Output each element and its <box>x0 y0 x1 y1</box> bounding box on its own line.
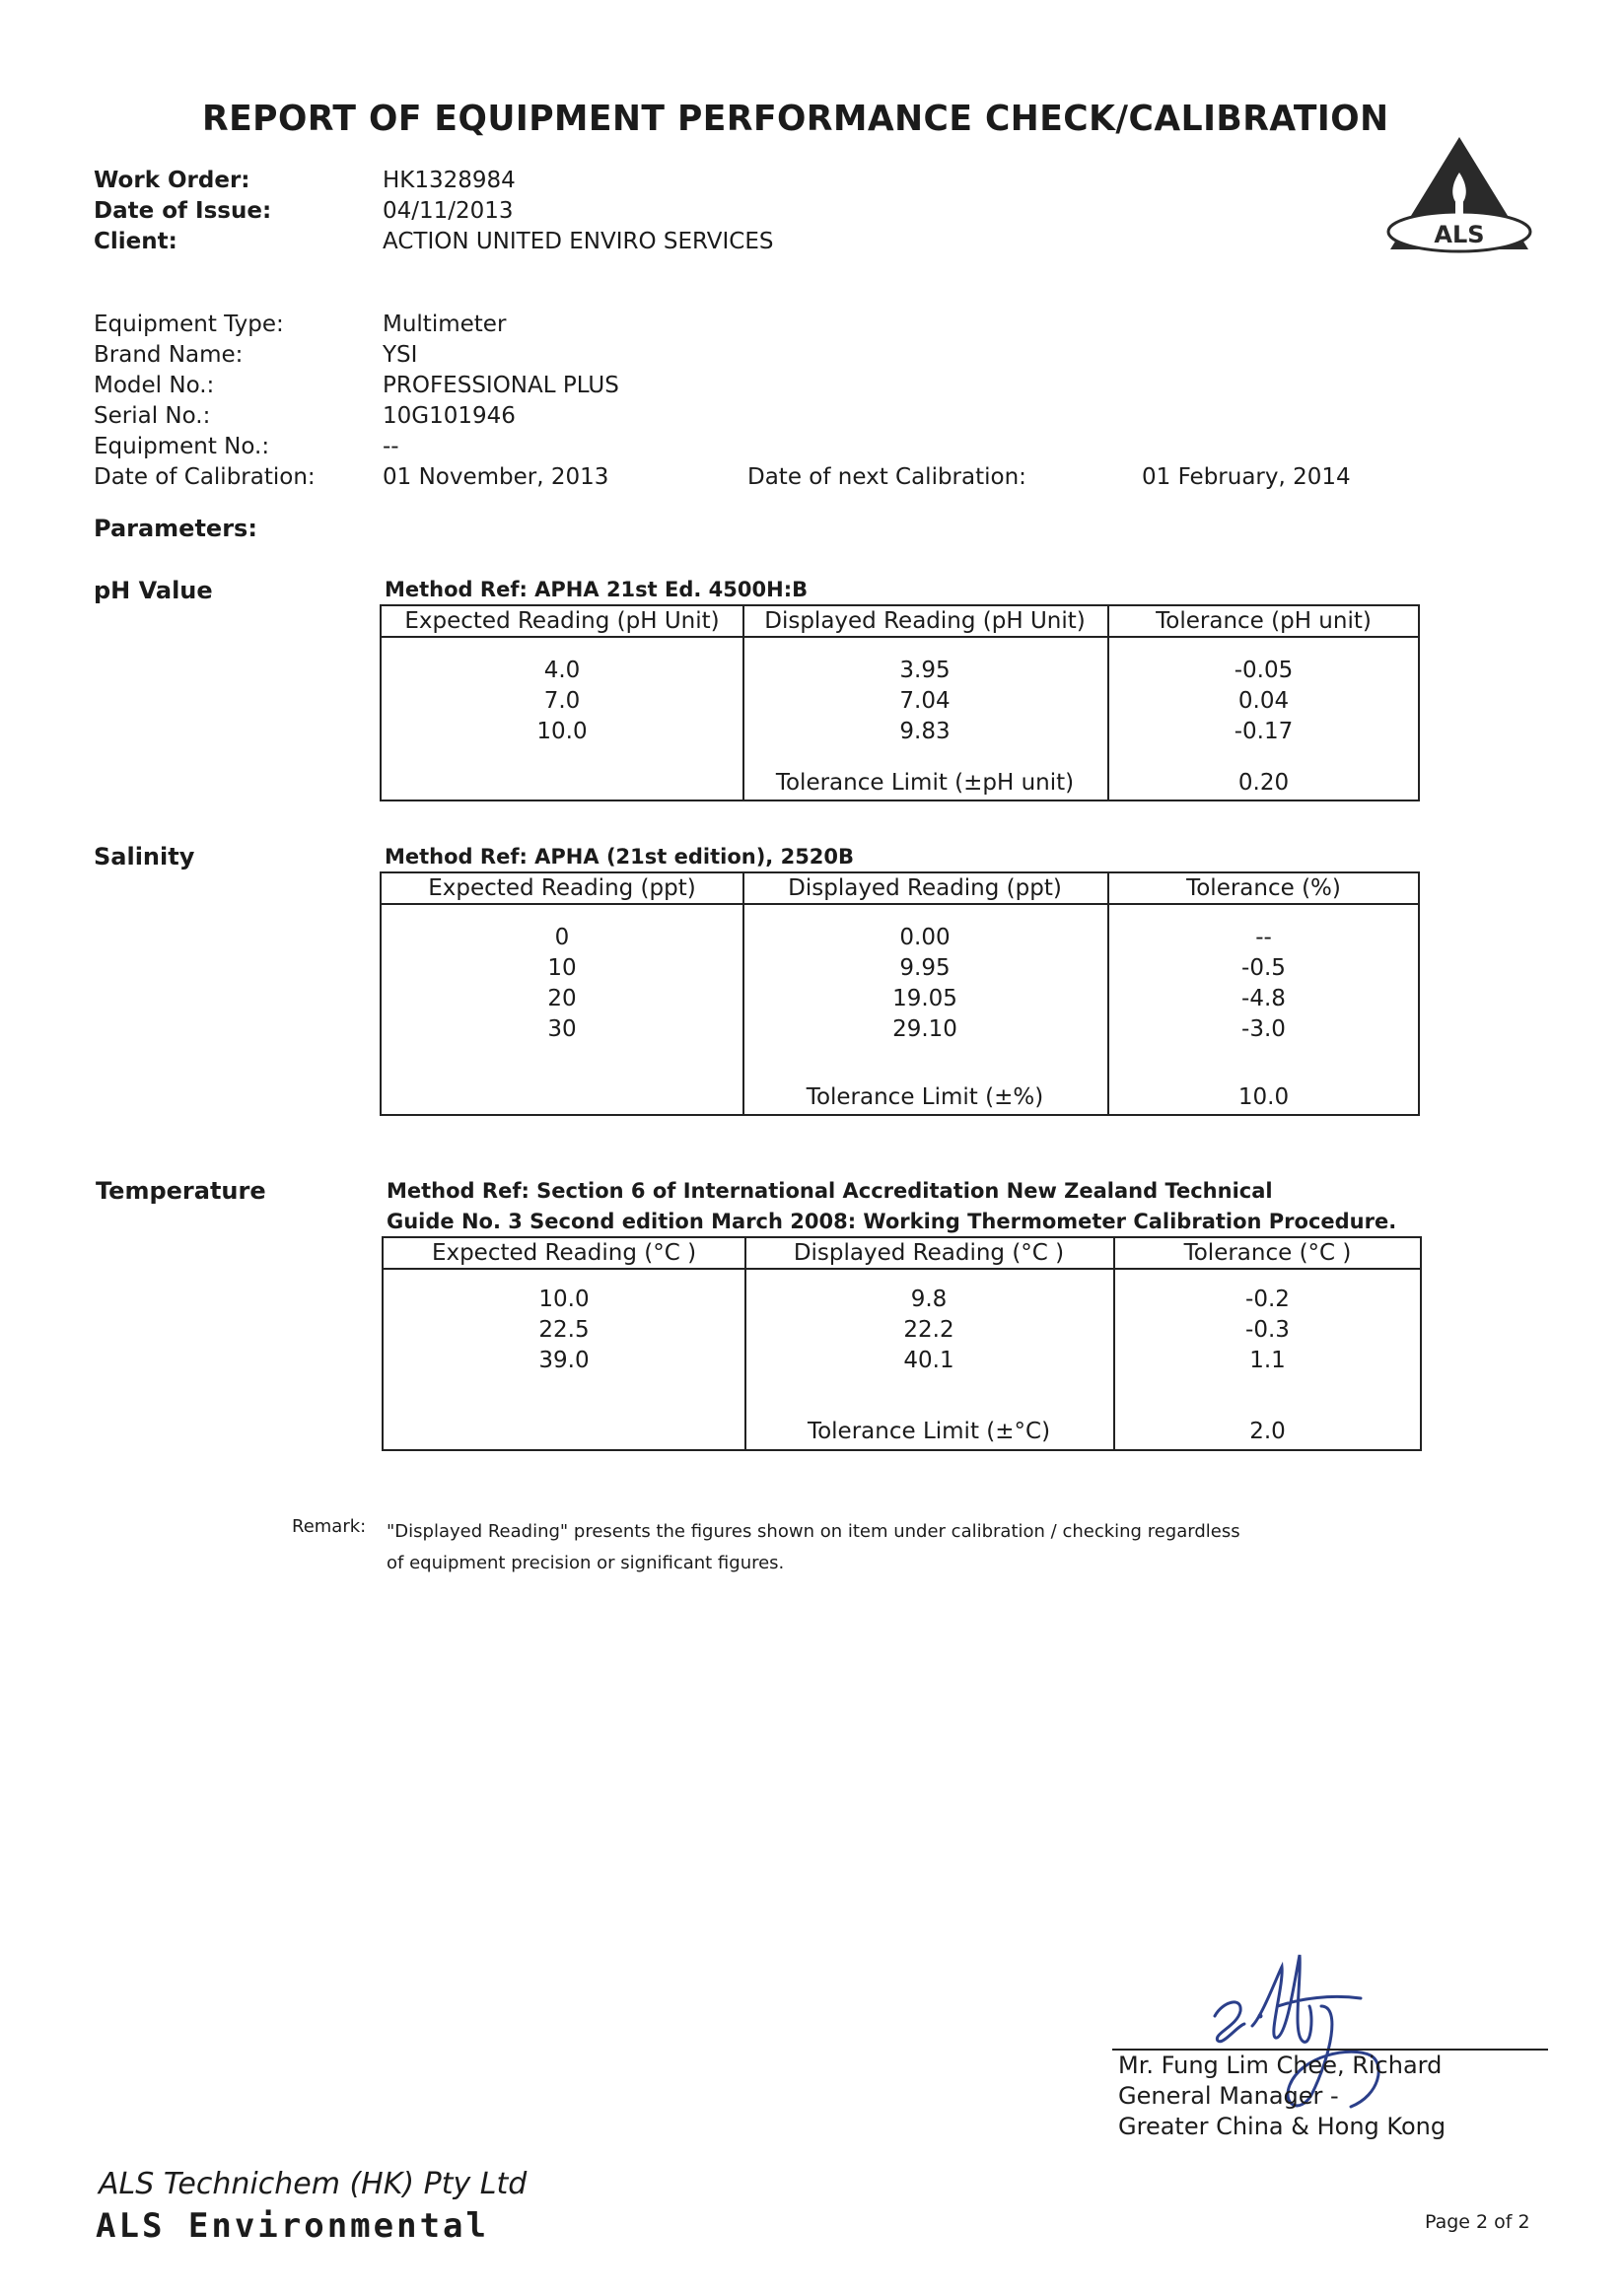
temperature-header-displayed: Displayed Reading (°C ) <box>793 1240 1065 1266</box>
remark-line1: "Displayed Reading" presents the figures shown on item under calibration / checking regardless <box>387 1521 1240 1542</box>
date-of-calibration-value: 01 November, 2013 <box>383 464 609 490</box>
salinity-expected-column <box>382 923 742 1045</box>
date-of-issue-value: 04/11/2013 <box>383 198 514 224</box>
salinity-section-title: Salinity <box>94 843 195 870</box>
client-label: Client: <box>94 229 177 254</box>
work-order-value: HK1328984 <box>383 168 516 193</box>
temperature-displayed-column <box>744 1285 1113 1376</box>
serial-no-value: 10G101946 <box>383 403 516 429</box>
salinity-displayed-1: 0.00 <box>899 925 951 950</box>
temperature-displayed-1: 9.8 <box>910 1287 948 1312</box>
ph-expected-column <box>382 656 742 747</box>
footer-company: ALS Technichem (HK) Pty Ltd <box>99 2167 528 2201</box>
salinity-tolerance-1: -- <box>1255 925 1272 950</box>
temperature-expected-1: 10.0 <box>538 1287 590 1312</box>
serial-no-label: Serial No.: <box>94 403 211 429</box>
temperature-tolerance-2: -0.3 <box>1245 1317 1290 1343</box>
salinity-limit-label: Tolerance Limit (±%) <box>806 1084 1044 1110</box>
salinity-tolerance-2: -0.5 <box>1241 955 1286 981</box>
ph-header-displayed: Displayed Reading (pH Unit) <box>764 608 1086 634</box>
ph-expected-2: 7.0 <box>543 688 581 714</box>
temperature-limit-label: Tolerance Limit (±°C) <box>807 1419 1051 1444</box>
signatory-region: Greater China & Hong Kong <box>1118 2113 1447 2140</box>
temperature-expected-column <box>384 1285 744 1376</box>
ph-table <box>380 604 1420 801</box>
ph-header-expected: Expected Reading (pH Unit) <box>404 608 720 634</box>
salinity-header-tolerance: Tolerance (%) <box>1186 875 1341 901</box>
temperature-tolerance-1: -0.2 <box>1245 1287 1290 1312</box>
salinity-header-displayed: Displayed Reading (ppt) <box>788 875 1062 901</box>
salinity-displayed-3: 19.05 <box>892 986 957 1011</box>
temperature-header-expected: Expected Reading (°C ) <box>431 1240 697 1266</box>
ph-tolerance-column <box>1107 656 1420 747</box>
salinity-header-expected: Expected Reading (ppt) <box>428 875 696 901</box>
temperature-expected-2: 22.5 <box>538 1317 590 1343</box>
ph-tolerance-2: 0.04 <box>1237 688 1290 714</box>
temperature-method-line2: Guide No. 3 Second edition March 2008: Working Thermometer Calibration Procedure. <box>387 1210 1397 1233</box>
temperature-displayed-3: 40.1 <box>903 1348 954 1373</box>
page-number: Page 2 of 2 <box>1425 2211 1530 2233</box>
remark-text <box>387 1516 1240 1579</box>
salinity-method-ref: Method Ref: APHA (21st edition), 2520B <box>385 845 855 869</box>
salinity-expected-1: 0 <box>554 925 570 950</box>
ph-displayed-2: 7.04 <box>899 688 951 714</box>
model-no-label: Model No.: <box>94 373 215 398</box>
temperature-tolerance-3: 1.1 <box>1249 1348 1286 1373</box>
ph-section-title: pH Value <box>94 577 213 604</box>
equipment-type-value: Multimeter <box>383 312 507 337</box>
signatory-title: General Manager - <box>1118 2082 1339 2110</box>
ph-limit-value: 0.20 <box>1237 770 1290 796</box>
footer-brand: ALS Environmental <box>96 2206 489 2246</box>
ph-header-tolerance: Tolerance (pH unit) <box>1156 608 1372 634</box>
brand-name-label: Brand Name: <box>94 342 244 368</box>
salinity-table <box>380 871 1420 1116</box>
temperature-method-line1: Method Ref: Section 6 of International Accreditation New Zealand Technical <box>387 1179 1273 1203</box>
temperature-tolerance-column <box>1113 1285 1422 1376</box>
date-of-issue-label: Date of Issue: <box>94 198 272 224</box>
brand-name-value: YSI <box>383 342 418 368</box>
ph-expected-1: 4.0 <box>543 658 581 683</box>
remark-line2: of equipment precision or significant figures. <box>387 1553 785 1573</box>
signatory-name: Mr. Fung Lim Chee, Richard <box>1118 2052 1443 2079</box>
next-calibration-value: 01 February, 2014 <box>1142 464 1351 490</box>
ph-limit-label: Tolerance Limit (±pH unit) <box>775 770 1075 796</box>
next-calibration-label: Date of next Calibration: <box>747 464 1026 490</box>
ph-displayed-3: 9.83 <box>899 719 951 744</box>
ph-tolerance-1: -0.05 <box>1234 658 1294 683</box>
signatory-block <box>1118 2051 1446 2142</box>
temperature-table <box>382 1236 1422 1451</box>
ph-tolerance-3: -0.17 <box>1234 719 1294 744</box>
ph-expected-3: 10.0 <box>536 719 588 744</box>
temperature-displayed-2: 22.2 <box>903 1317 954 1343</box>
temperature-limit-value: 2.0 <box>1249 1419 1286 1444</box>
als-logo <box>1380 133 1538 266</box>
client-value: ACTION UNITED ENVIRO SERVICES <box>383 229 774 254</box>
report-title: REPORT OF EQUIPMENT PERFORMANCE CHECK/CALIBRATION <box>202 99 1389 139</box>
parameters-label: Parameters: <box>94 515 257 542</box>
work-order-label: Work Order: <box>94 168 250 193</box>
salinity-limit-value: 10.0 <box>1237 1084 1290 1110</box>
ph-displayed-column <box>742 656 1107 747</box>
logo-text: ALS <box>1434 221 1485 248</box>
salinity-displayed-4: 29.10 <box>892 1016 957 1042</box>
equipment-type-label: Equipment Type: <box>94 312 284 337</box>
ph-method-ref: Method Ref: APHA 21st Ed. 4500H:B <box>385 578 809 601</box>
temperature-method-ref <box>387 1176 1396 1237</box>
salinity-tolerance-4: -3.0 <box>1241 1016 1286 1042</box>
salinity-displayed-column <box>742 923 1107 1045</box>
salinity-displayed-2: 9.95 <box>899 955 951 981</box>
salinity-expected-2: 10 <box>547 955 577 981</box>
temperature-header-tolerance: Tolerance (°C ) <box>1183 1240 1352 1266</box>
remark-label: Remark: <box>292 1516 367 1537</box>
salinity-expected-3: 20 <box>547 986 577 1011</box>
temperature-expected-3: 39.0 <box>538 1348 590 1373</box>
date-of-calibration-label: Date of Calibration: <box>94 464 316 490</box>
model-no-value: PROFESSIONAL PLUS <box>383 373 619 398</box>
salinity-tolerance-3: -4.8 <box>1241 986 1286 1011</box>
ph-displayed-1: 3.95 <box>899 658 951 683</box>
salinity-expected-4: 30 <box>547 1016 577 1042</box>
equipment-no-label: Equipment No.: <box>94 434 270 459</box>
equipment-no-value: -- <box>383 434 399 459</box>
temperature-section-title: Temperature <box>96 1177 266 1205</box>
salinity-tolerance-column <box>1107 923 1420 1045</box>
